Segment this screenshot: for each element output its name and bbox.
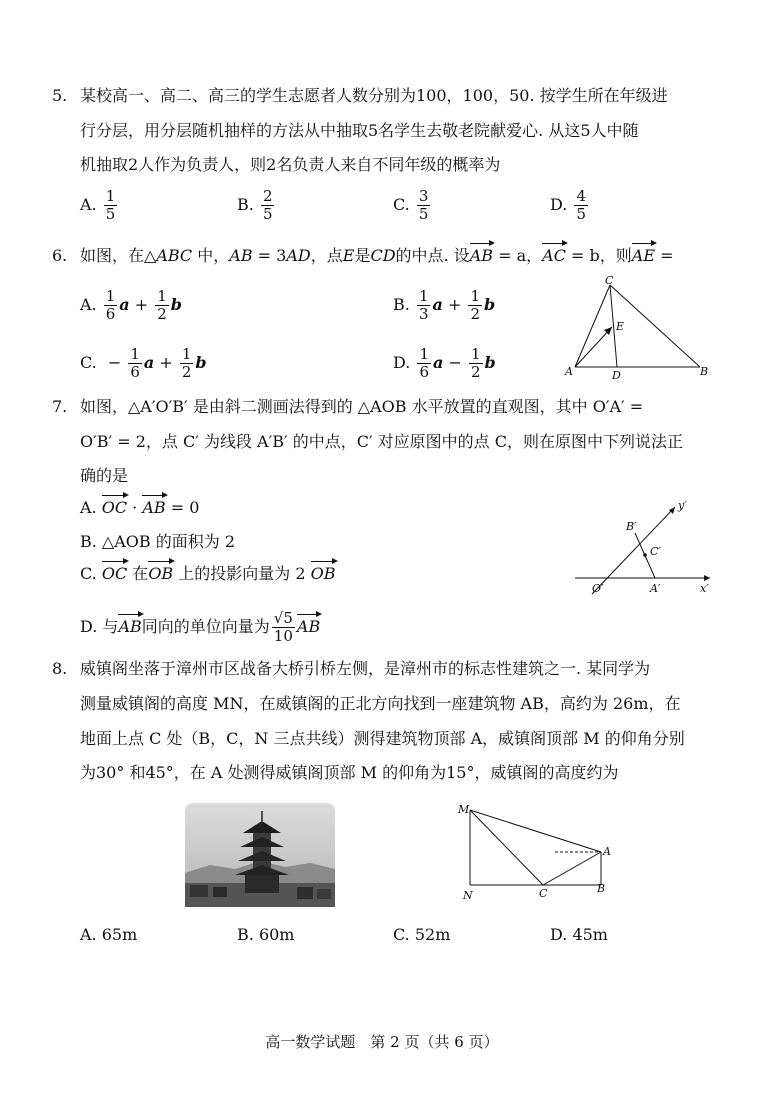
q7-option-c[interactable]: C. OC 在OB 上的投影向量为 2 OB xyxy=(80,564,336,583)
x-axis-arrow xyxy=(704,575,710,581)
segment-ma xyxy=(470,810,601,852)
option-label: B. xyxy=(237,195,254,214)
label-a: A xyxy=(565,365,573,378)
fraction: $\frac{3}{5}$ xyxy=(418,187,429,223)
option-label: A. xyxy=(80,195,97,214)
label-c: C xyxy=(539,887,548,900)
q7-number: 7. xyxy=(52,397,68,416)
fraction: $\frac{1}{5}$ xyxy=(105,187,116,223)
label-a: A xyxy=(603,845,611,858)
q5-line-1: 某校高一、高二、高三的学生志愿者人数分别为100，100，50. 按学生所在年级进 xyxy=(80,86,668,105)
q7-option-b[interactable]: B. △AOB 的面积为 2 xyxy=(80,532,236,551)
q5-line-3: 机抽取2人作为负责人，则2名负责人来自不同年级的概率为 xyxy=(80,155,501,174)
vector-ae: AE xyxy=(631,246,656,265)
vector-ac: AC xyxy=(542,246,566,265)
q7-option-a[interactable]: A. OC · AB = 0 xyxy=(80,498,200,517)
vector-ae-line xyxy=(575,327,612,367)
label-y: y′ xyxy=(678,499,687,512)
q8-number: 8. xyxy=(52,659,68,678)
tower-photo xyxy=(185,803,335,907)
q5-number: 5. xyxy=(52,86,68,105)
label-b: B′ xyxy=(626,520,637,533)
label-d: D xyxy=(612,369,621,380)
q6-triangle-figure xyxy=(560,275,720,380)
q7-oblique-figure xyxy=(570,495,720,600)
label-b: B xyxy=(700,365,709,378)
q5-line-2: 行分层，用分层随机抽样的方法从中抽取5名学生去敬老院献爱心. 从这5人中随 xyxy=(80,121,639,140)
fraction: $\frac{2}{5}$ xyxy=(262,187,273,223)
label-o: O′ xyxy=(592,582,604,595)
label-n: N xyxy=(463,889,473,902)
point-c xyxy=(643,553,647,557)
segment-ca xyxy=(543,852,601,885)
label-x: x′ xyxy=(700,582,709,595)
option-label: C. xyxy=(393,195,410,214)
q8-line-3: 地面上点 C 处（B，C，N 三点共线）测得建筑物顶部 A，威镇阁顶部 M 的仰角分别 xyxy=(80,729,685,748)
option-label: D. xyxy=(550,195,568,214)
fraction: $\frac{4}{5}$ xyxy=(576,187,586,223)
q7-line-1: 如图，△A′O′B′ 是由斜二测画法得到的 △AOB 水平放置的直观图，其中 O′A′ = xyxy=(80,397,644,416)
q8-option-b[interactable]: B. 60m xyxy=(237,925,295,944)
page-footer: 高一数学试题 第 2 页（共 6 页） xyxy=(265,1033,499,1051)
vector-ab: AB xyxy=(469,246,494,265)
q7-line-3: 确的是 xyxy=(80,466,129,485)
label-c: C xyxy=(605,275,614,287)
q5-option-d[interactable] xyxy=(550,188,590,223)
q6-stem: 如图，在△ABC 中，AB = 3AD，点E是CD的中点. 设AB = a，AC = b，则AE = xyxy=(80,246,674,265)
q8-line-1: 威镇阁坐落于漳州市区战备大桥引桥左侧，是漳州市的标志性建筑之一. 某同学为 xyxy=(80,659,651,678)
q7-option-d[interactable]: D. 与AB同向的单位向量为 $\frac{√5}{10}$ AB xyxy=(80,609,321,645)
q5-option-c[interactable] xyxy=(393,188,432,223)
q8-line-2: 测量威镇阁的高度 MN，在威镇阁的正北方向找到一座建筑物 AB，高约为 26m，在 xyxy=(80,694,681,713)
label-m: M xyxy=(458,803,470,816)
q7-line-2: O′B′ = 2，点 C′ 为线段 A′B′ 的中点，C′ 对应原图中的点 C，则在原图中下列说法正 xyxy=(80,432,683,451)
q6-option-d[interactable]: D. $\frac{1}{6}$ a − $\frac{1}{2}$ b xyxy=(393,345,496,381)
q6-option-b[interactable]: B. $\frac{1}{3}$ a + $\frac{1}{2}$ b xyxy=(393,287,496,323)
label-b: B xyxy=(597,882,606,895)
label-a: A′ xyxy=(650,582,661,595)
q6-option-a[interactable]: A. $\frac{1}{6}$ a + $\frac{1}{2}$ b xyxy=(80,287,182,323)
q5-option-a[interactable] xyxy=(80,188,119,223)
q5-option-b[interactable] xyxy=(237,188,276,223)
label-e: E xyxy=(616,320,625,333)
q8-measurement-figure xyxy=(455,800,615,905)
q8-option-a[interactable]: A. 65m xyxy=(80,925,138,944)
label-c: C′ xyxy=(650,545,661,558)
q6-number: 6. xyxy=(52,246,68,265)
q8-line-4: 为30° 和45°，在 A 处测得威镇阁顶部 M 的仰角为15°，威镇阁的高度约为 xyxy=(80,763,619,782)
q8-option-c[interactable]: C. 52m xyxy=(393,925,451,944)
q6-option-c[interactable]: C. − $\frac{1}{6}$ a + $\frac{1}{2}$ b xyxy=(80,345,207,381)
edge-ac xyxy=(575,285,610,367)
q8-option-d[interactable]: D. 45m xyxy=(550,925,608,944)
